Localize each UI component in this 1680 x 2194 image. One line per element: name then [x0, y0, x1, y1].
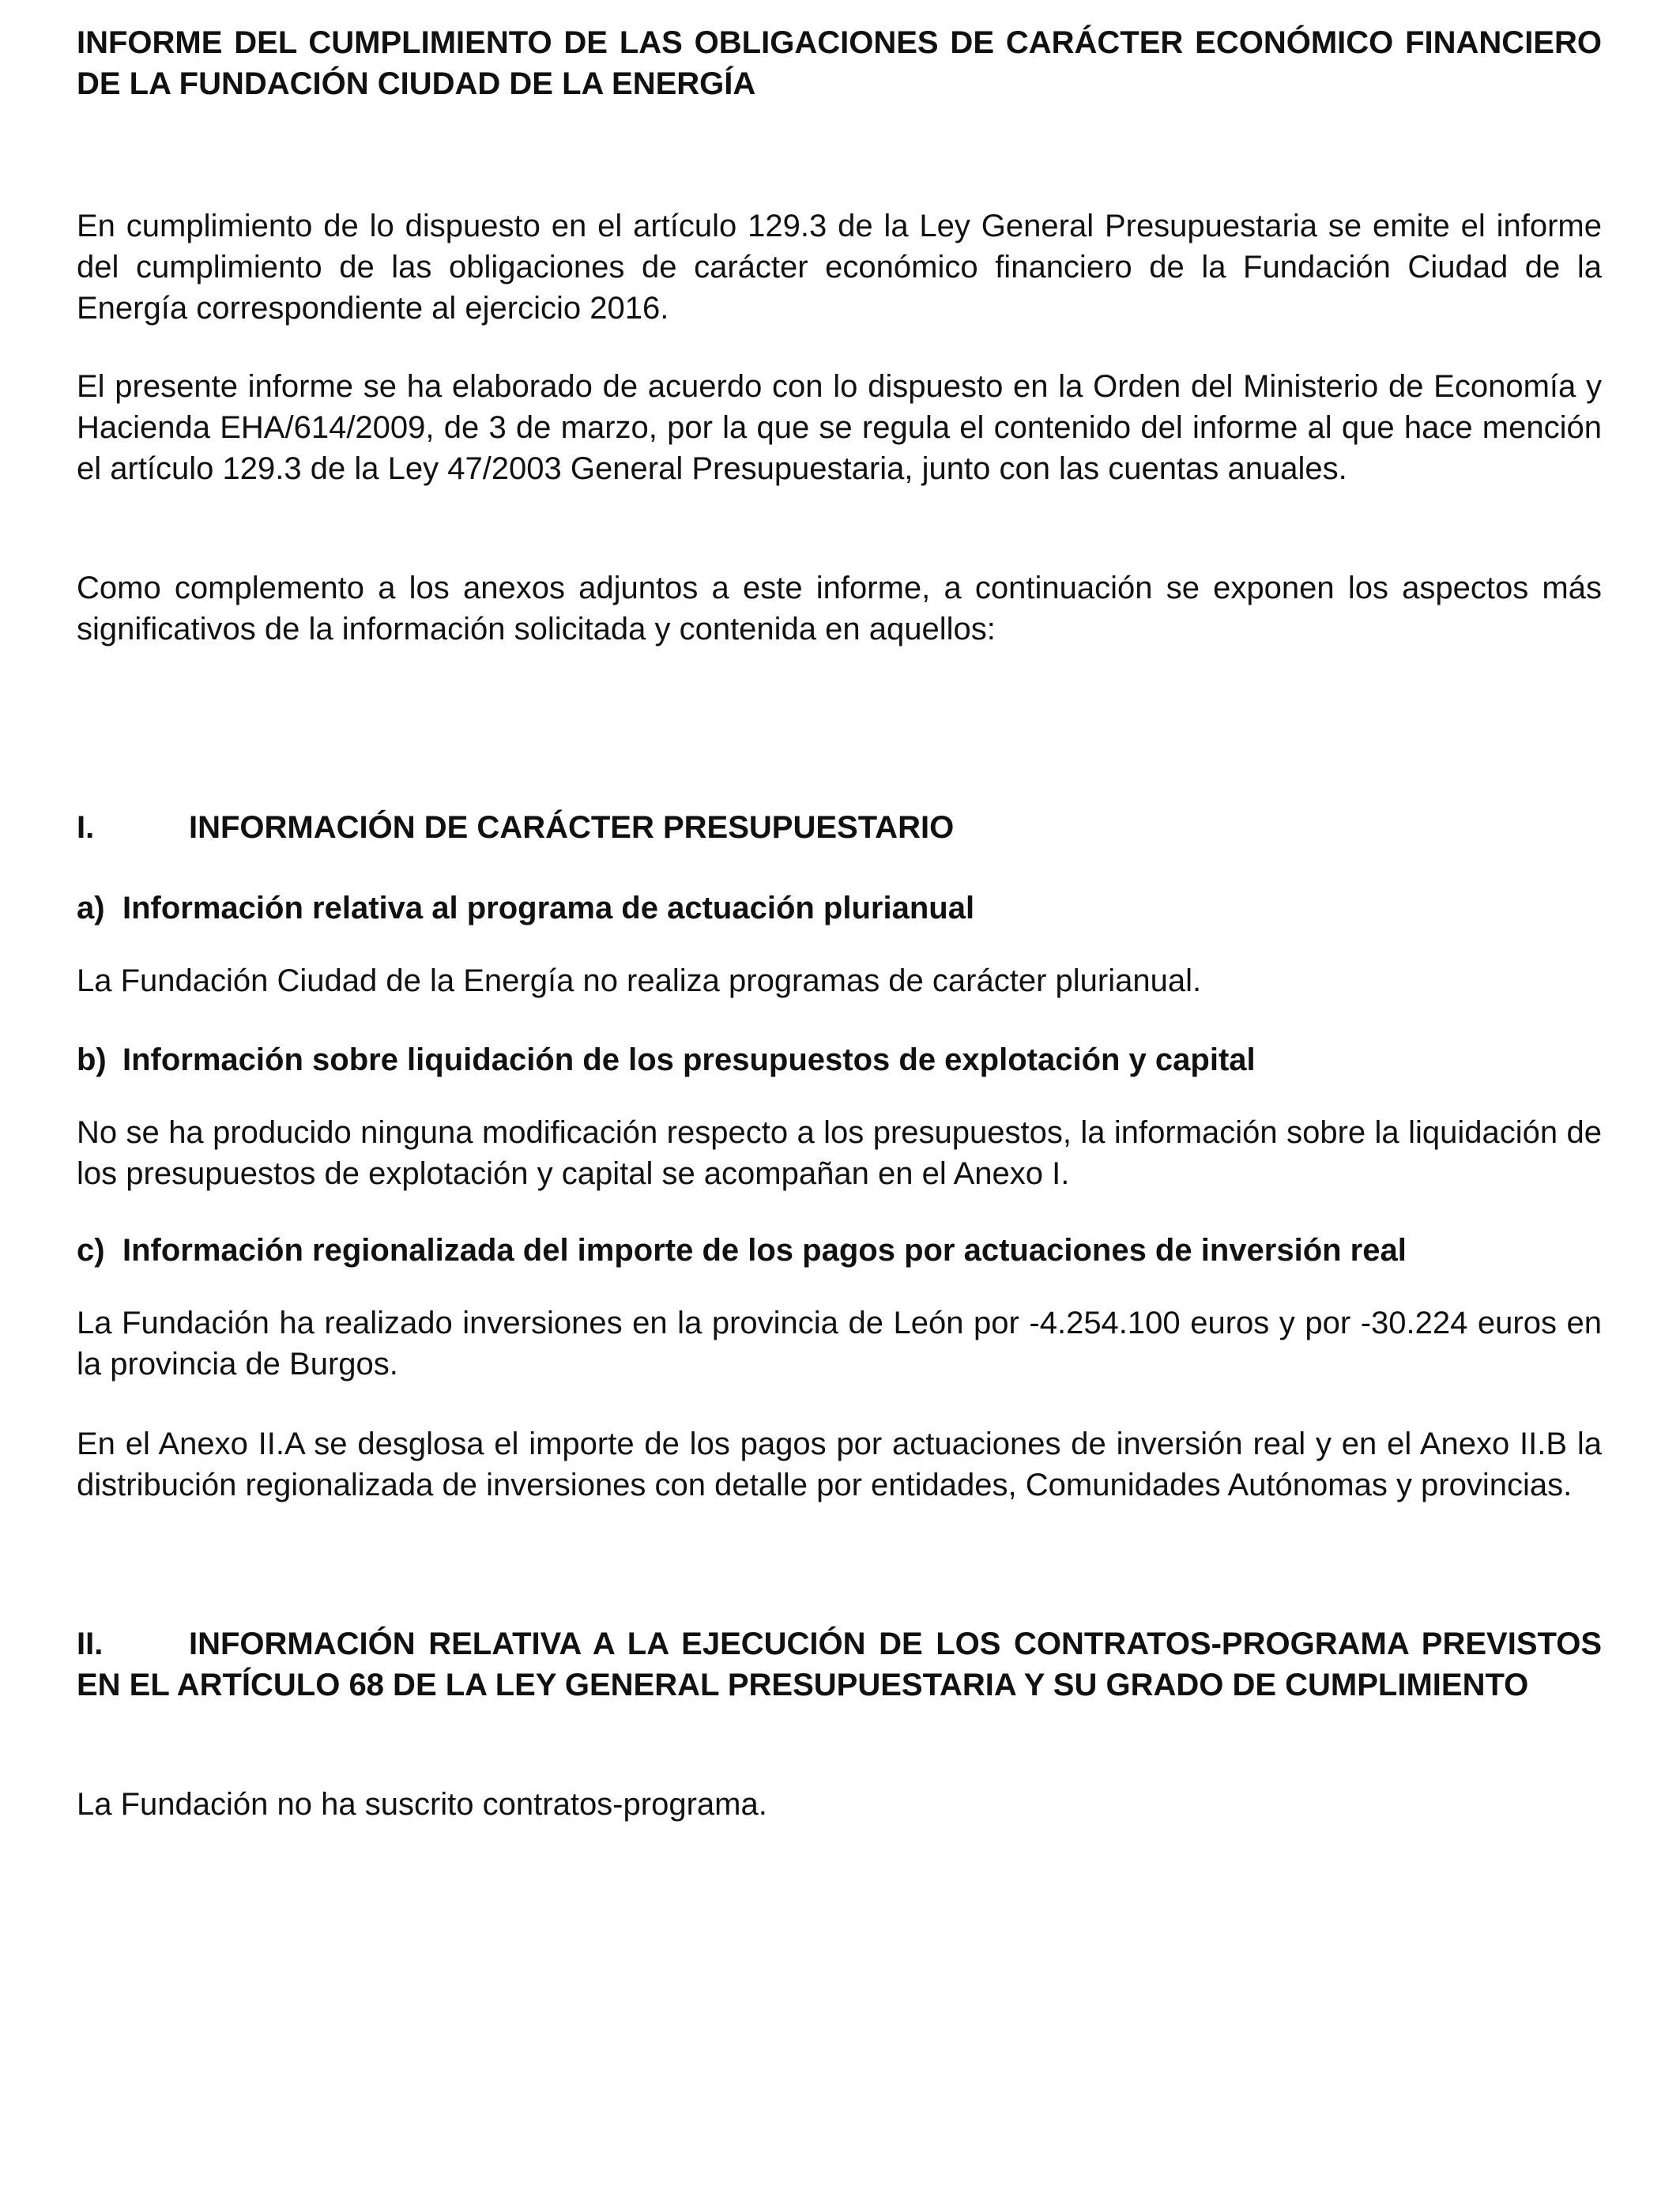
subsection-a-heading [77, 888, 1602, 929]
subsection-c-paragraph-2: En el Anexo II.A se desglosa el importe de los pagos por actuaciones de inversión real y en el Anexo II.B la distribución regionalizada de inversiones con detalle por entidades, Comunidades Autónomas y provincias. [77, 1427, 1602, 1502]
subsection-c-title: Información regionalizada del importe de los pagos por actuaciones de inversión real [122, 1233, 1407, 1268]
subsection-a-title: Información relativa al programa de actuación plurianual [122, 891, 975, 925]
section-1-number: I. [77, 810, 95, 845]
subsection-b-heading [77, 1039, 1602, 1080]
section-2-paragraph: La Fundación no ha suscrito contratos-programa. [77, 1787, 767, 1822]
subsection-b-paragraph: No se ha producido ninguna modificación respecto a los presupuestos, la información sobre la liquidación de los presupuestos de explotación y capital se acompañan en el Anexo I. [77, 1115, 1602, 1191]
intro-paragraph-3: Como complemento a los anexos adjuntos a este informe, a continuación se exponen los aspectos más significativos de la información solicitada y contenida en aquellos: [77, 571, 1602, 647]
subsection-c-heading [77, 1230, 1602, 1271]
subsection-a-paragraph: La Fundación Ciudad de la Energía no realiza programas de carácter plurianual. [77, 963, 1202, 998]
section-2-title: INFORMACIÓN RELATIVA A LA EJECUCIÓN DE LOS CONTRATOS-PROGRAMA PREVISTOS EN EL ARTÍCULO 68 DE LA LEY GENERAL PRESUPUESTARIA Y SU GRADO DE CUMPLIMIENTO [77, 1627, 1602, 1702]
subsection-a-letter: a) [77, 891, 105, 925]
section-2-number: II. [77, 1627, 104, 1661]
subsection-c-paragraph-1: La Fundación ha realizado inversiones en la provincia de León por -4.254.100 euros y por -30.224 euros en la provincia de Burgos. [77, 1306, 1602, 1382]
section-1-heading [77, 807, 1602, 848]
section-1-title: INFORMACIÓN DE CARÁCTER PRESUPUESTARIO [189, 810, 955, 845]
subsection-b-letter: b) [77, 1042, 107, 1077]
intro-paragraph-1: En cumplimiento de lo dispuesto en el artículo 129.3 de la Ley General Presupuestaria se emite el informe del cumplimiento de las obligaciones de carácter económico financiero de la Fundación Ciudad de la Energía correspondiente al ejercicio 2016. [77, 209, 1602, 326]
document-title: INFORME DEL CUMPLIMIENTO DE LAS OBLIGACIONES DE CARÁCTER ECONÓMICO FINANCIERO DE LA FUNDACIÓN CIUDAD DE LA ENERGÍA [77, 25, 1602, 101]
subsection-c-letter: c) [77, 1233, 105, 1268]
intro-paragraph-2: El presente informe se ha elaborado de acuerdo con lo dispuesto en la Orden del Ministerio de Economía y Hacienda EHA/614/2009, de 3 de marzo, por la que se regula el contenido del informe al que hace mención el artículo 129.3 de la Ley 47/2003 General Presupuestaria, junto con las cuentas anuales. [77, 369, 1602, 486]
section-2-heading [77, 1623, 1602, 1706]
subsection-b-title: Información sobre liquidación de los presupuestos de explotación y capital [122, 1042, 1256, 1077]
